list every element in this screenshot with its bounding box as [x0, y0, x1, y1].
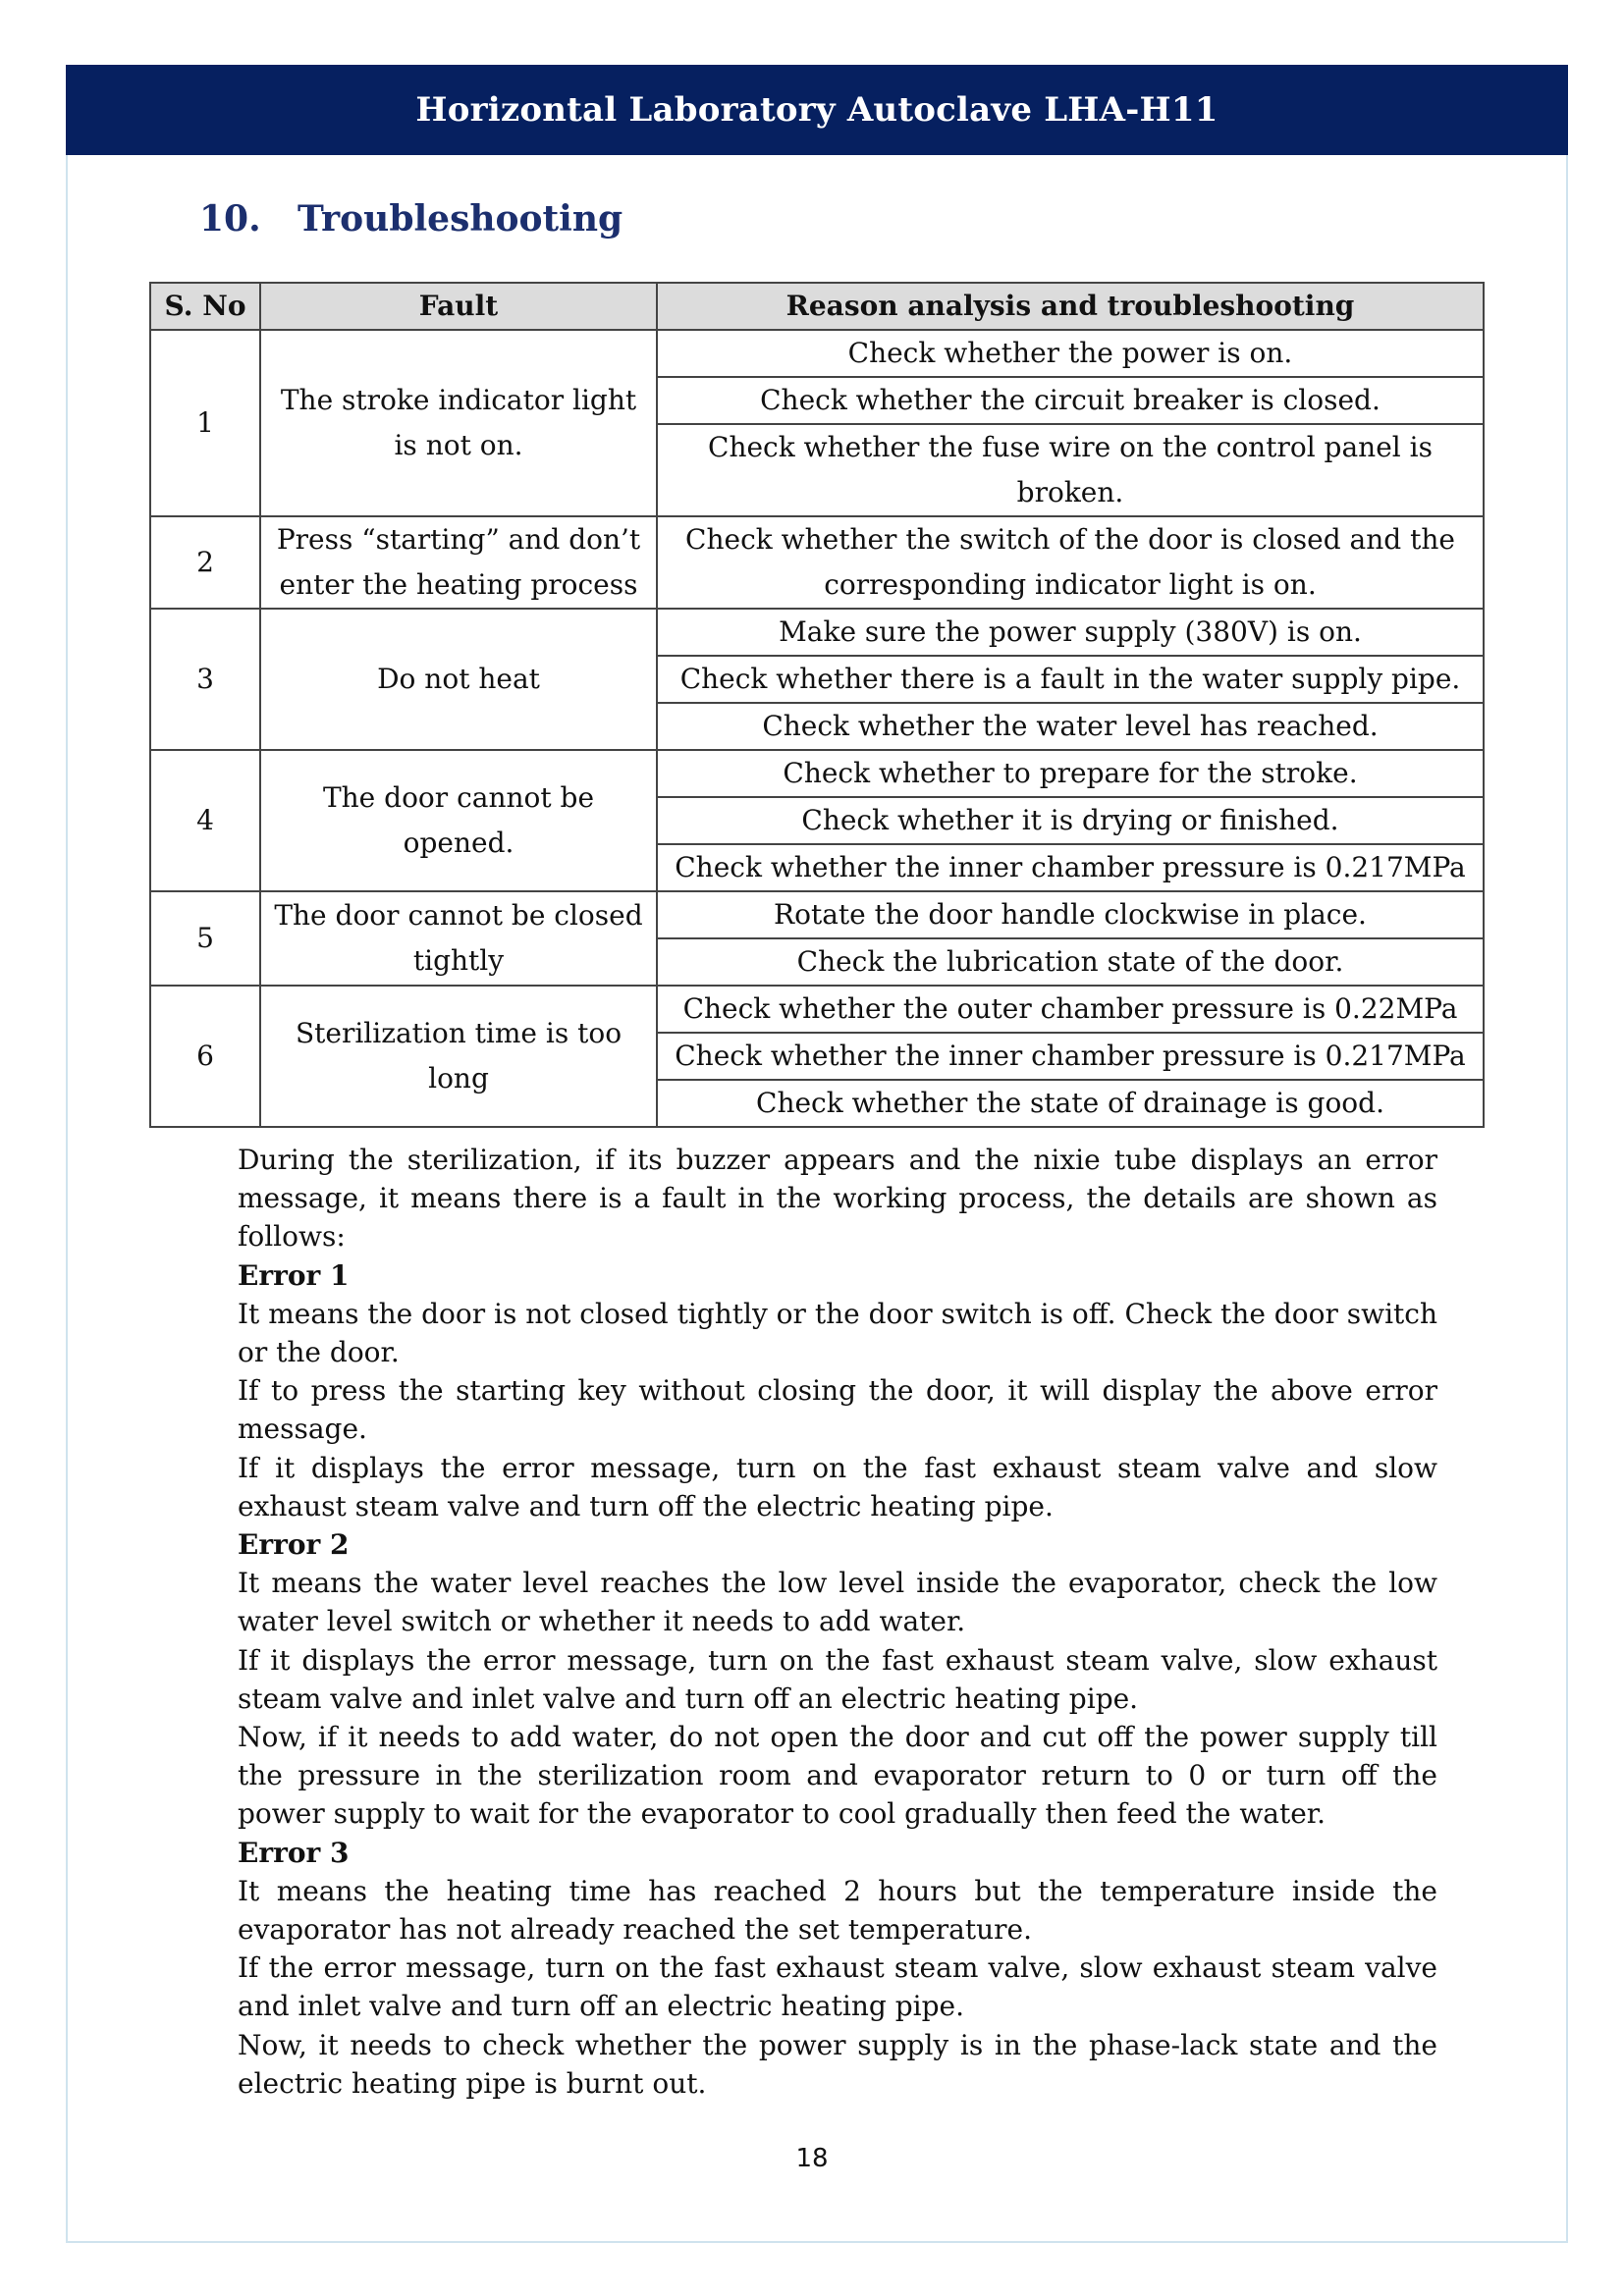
row-number: 3 — [150, 609, 260, 750]
reason-cell: Check whether to prepare for the stroke. — [657, 750, 1484, 797]
fault-cell: The door cannot be closed tightly — [260, 891, 657, 986]
error-1-paragraph: If it displays the error message, turn on the fast exhaust steam valve and slow exhaust steam valve and turn off the electric heating pipe. — [238, 1451, 1437, 1522]
row-number: 1 — [150, 330, 260, 516]
table-header-row — [150, 283, 1484, 330]
error-2-paragraph: If it displays the error message, turn on the fast exhaust steam valve, slow exhaust steam valve and inlet valve and turn off an electric heating pipe. — [238, 1643, 1437, 1715]
error-3-heading: Error 3 — [238, 1836, 350, 1869]
section-title: Troubleshooting — [298, 198, 623, 240]
reason-cell: Check the lubrication state of the door. — [657, 938, 1484, 986]
fault-cell: Sterilization time is too long — [260, 986, 657, 1127]
intro-paragraph: During the sterilization, if its buzzer appears and the nixie tube displays an error message, it means there is a fault in the working process, the details are shown as follows: — [238, 1144, 1437, 1254]
reason-cell: Check whether the power is on. — [657, 330, 1484, 377]
error-2-heading: Error 2 — [238, 1528, 350, 1562]
reason-cell: Check whether the circuit breaker is closed. — [657, 377, 1484, 424]
error-3-paragraph: Now, it needs to check whether the power supply is in the phase-lack state and the electric heating pipe is burnt out. — [238, 2028, 1437, 2100]
reason-cell: Check whether the switch of the door is closed and the corresponding indicator light is on. — [657, 516, 1484, 609]
header-banner — [66, 65, 1568, 155]
reason-cell: Check whether the inner chamber pressure is 0.217MPa — [657, 1033, 1484, 1080]
table-row — [150, 891, 1484, 938]
error-1-paragraph: It means the door is not closed tightly or the door switch is off. Check the door switch or the door. — [238, 1297, 1437, 1369]
section-heading — [199, 198, 623, 240]
table-row — [150, 986, 1484, 1033]
reason-cell: Check whether the water level has reached. — [657, 703, 1484, 750]
document-title: Horizontal Laboratory Autoclave LHA-H11 — [415, 90, 1218, 130]
reason-cell: Check whether there is a fault in the water supply pipe. — [657, 656, 1484, 703]
table-row — [150, 330, 1484, 377]
table-row — [150, 750, 1484, 797]
reason-cell: Check whether the fuse wire on the control panel is broken. — [657, 424, 1484, 516]
error-3-paragraph: It means the heating time has reached 2 hours but the temperature inside the evaporator has not already reached the set temperature. — [238, 1874, 1437, 1947]
error-2-paragraph: Now, if it needs to add water, do not open the door and cut off the power supply till the pressure in the sterilization room and evaporator return to 0 or turn off the power supply to wait for the evaporator to cool gradually then feed the water. — [238, 1721, 1437, 1831]
reason-cell: Check whether it is drying or finished. — [657, 797, 1484, 844]
fault-cell: The stroke indicator light is not on. — [260, 330, 657, 516]
reason-cell: Make sure the power supply (380V) is on. — [657, 609, 1484, 656]
page-number: 18 — [795, 2144, 829, 2173]
reason-cell: Check whether the inner chamber pressure is 0.217MPa — [657, 844, 1484, 891]
row-number: 5 — [150, 891, 260, 986]
error-2-paragraph: It means the water level reaches the low level inside the evaporator, check the low water level switch or whether it needs to add water. — [238, 1567, 1437, 1638]
row-number: 4 — [150, 750, 260, 891]
troubleshooting-table — [149, 282, 1485, 1128]
column-header-fault: Fault — [260, 283, 657, 330]
column-header-reason: Reason analysis and troubleshooting — [657, 283, 1484, 330]
section-number: 10. — [199, 198, 261, 240]
column-header-sno: S. No — [150, 283, 260, 330]
error-1-heading: Error 1 — [238, 1258, 350, 1292]
reason-cell: Check whether the outer chamber pressure is 0.22MPa — [657, 986, 1484, 1033]
reason-cell: Check whether the state of drainage is good. — [657, 1080, 1484, 1127]
error-3-paragraph: If the error message, turn on the fast exhaust steam valve, slow exhaust steam valve and inlet valve and turn off an electric heating pipe. — [238, 1951, 1437, 2023]
fault-cell: Press “starting” and don’t enter the heating process — [260, 516, 657, 609]
table-row — [150, 516, 1484, 609]
table-row — [150, 609, 1484, 656]
row-number: 6 — [150, 986, 260, 1127]
error-1-paragraph: If to press the starting key without closing the door, it will display the above error message. — [238, 1374, 1437, 1446]
fault-cell: The door cannot be opened. — [260, 750, 657, 891]
row-number: 2 — [150, 516, 260, 609]
reason-cell: Rotate the door handle clockwise in place. — [657, 891, 1484, 938]
error-description-text — [238, 1141, 1437, 2103]
fault-cell: Do not heat — [260, 609, 657, 750]
